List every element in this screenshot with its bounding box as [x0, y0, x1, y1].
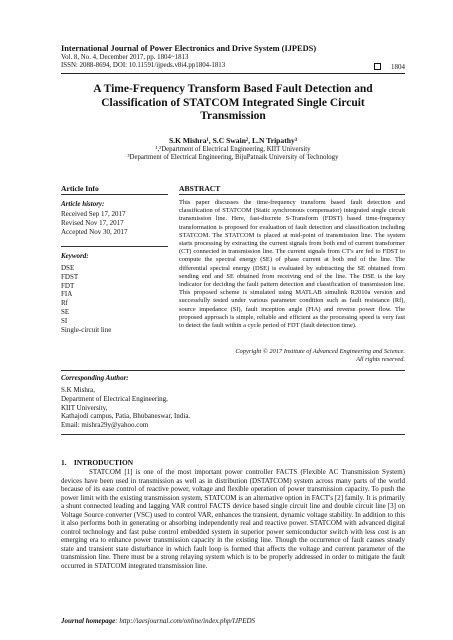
page-number-block [374, 63, 405, 71]
keyword-item: DSE [61, 264, 75, 272]
keyword-rule [61, 246, 168, 247]
journal-homepage-footer [61, 617, 255, 625]
introduction-text: STATCOM [1] is one of the most important power controller FACTS (Flexible AC Transmission System) devices have been used in transmission as well as in distribution (DSTATCOM) system across many parts of the world because of its ease control of reactive power, voltage and flexible operation of power transmission capacity. To push the power limit with the existing transmission system, STATCOM is an alternative option in FACT's [2] family. It is primarily a shunt connected leading and lagging VAR control FACTS device based single circuit line and double circuit line [3] on Voltage Source converter (VSC) used to control VAR, enhances the transient, dynamic voltage stability. In addition to this it also performs both in generating or absorbing independently real and reactive power. STATCOM with advanced digital control technology and fast pulse control embedded system in superior power semiconductor switch with less cost is an emerging era to enhance power transmission capacity in the existing line. Though the occurrence of fault causes steady state and transient state disturbance in which fault loop is formed that affects the voltage and current parameter of the transmission line. There must be a strong relaying system which is to be properly addressed in order to mitigate the fault occurred in STATCOM integrated transmission line. [61, 468, 405, 570]
issn-info: ISSN: 2088-8694, DOI: 10.11591/ijpeds.v8i4.pp1804-1813 [61, 62, 226, 69]
paper-title [61, 83, 405, 124]
title-line: Classification of STATCOM Integrated Single Circuit [101, 96, 365, 109]
affiliation-1: ¹,²Department of Electrical Engineering, KIIT University [155, 146, 311, 153]
header-divider [61, 73, 405, 74]
info-bottom-rule [61, 370, 405, 371]
copyright-line-2: All rights reserved. [356, 356, 405, 364]
corresponding-author-heading: Corresponding Author: [61, 374, 129, 382]
corresponding-author-details [61, 386, 190, 430]
homepage-label: Journal homepage [61, 617, 116, 625]
history-item: Received Sep 17, 2017 [61, 210, 126, 218]
keyword-item: FDST [61, 272, 79, 281]
authors: S.K Mishra¹, S.C Swain², L.N Tripathy³ [168, 136, 298, 145]
keyword-item: SI [61, 316, 68, 325]
keyword-item: SE [61, 307, 70, 316]
article-history-heading: Article history: [61, 200, 105, 208]
abstract-heading: ABSTRACT [179, 184, 221, 193]
affiliation-2: ³Department of Electrical Engineering, BijuPatnaik University of Technology [127, 154, 339, 161]
keyword-list [61, 264, 111, 334]
history-item: Accepted Nov 30, 2017 [61, 227, 128, 236]
article-info-heading: Article Info [61, 184, 99, 193]
title-line: Transmission [200, 110, 266, 123]
abstract-text: This paper discusses the time-frequency transform based fault detection and classification of STATCOM (Static synchronous compensator) integrated single circuit transmission line. Here, fast-discrete S-Transform (FDST) based time-frequency transformation is proposed for evaluation of fault detection and classification including STATCOM. The STATCOM is placed at mid-point of transmission line. The system starts processing by extracting the current signals from both end of current transformer (CT) connected in transmission line. The current signals from CT's are fed to FDST to compute the spectral energy (SE) of phase current at both end of the line. The differential spectral energy (DSE) is evaluated by subtracting the SE obtained from sending end and SE obtained from receiving end of the line. The DSE is the key indicator for deciding the fault pattern detection and classification of transmission line. This proposed scheme is simulated using MATLAB simulink R2010a version and successfully tested under various parameter condition such as fault resistance (Rf), source impedance (SI), fault inception angle (FIA) and reverse power flow. The proposed approach is simple, reliable and efficient as the processing speed is very fast to detect the fault within a cycle period of FDT (fault detection time). [179, 199, 405, 330]
author-detail-line: S.K Mishra, [61, 386, 96, 394]
author-detail-line: KIIT University, [61, 403, 108, 412]
corresponding-bottom-rule [61, 434, 405, 435]
article-info-rule [61, 194, 168, 195]
keyword-heading: Keyword: [61, 252, 89, 260]
keyword-item: FDT [61, 281, 75, 290]
article-history-list [61, 210, 127, 236]
introduction-heading: 1. INTRODUCTION [61, 458, 134, 467]
page-number: 1804 [391, 63, 405, 71]
author-email: Email: mishra29y@yahoo.com [61, 421, 149, 430]
author-detail-line: Department of Electrical Engineering, [61, 394, 168, 403]
copyright-line-1: Copyright © 2017 Institute of Advanced Engineering and Science. [235, 348, 405, 355]
keyword-item: FIA [61, 290, 73, 299]
copyright-notice [179, 348, 405, 364]
keyword-item: Single-circuit line [61, 325, 112, 334]
history-item: Revised Nov 17, 2017 [61, 218, 124, 227]
author-detail-line: Kathajodi campus, Patia, Bhubaneswar, India. [61, 412, 191, 421]
volume-info: Vol. 8, No. 4, December 2017, pp. 1804~1813 [61, 54, 189, 61]
journal-name: International Journal of Power Electronics and Drive System (IJPEDS) [61, 44, 317, 53]
checkbox-square-icon [374, 63, 381, 70]
homepage-url[interactable]: : http://iaesjournal.com/online/index.php/IJPEDS [115, 617, 256, 625]
title-line: A Time-Frequency Transform Based Fault Detection and [93, 83, 373, 95]
abstract-rule [179, 194, 405, 195]
keyword-item: Rf [61, 299, 68, 308]
